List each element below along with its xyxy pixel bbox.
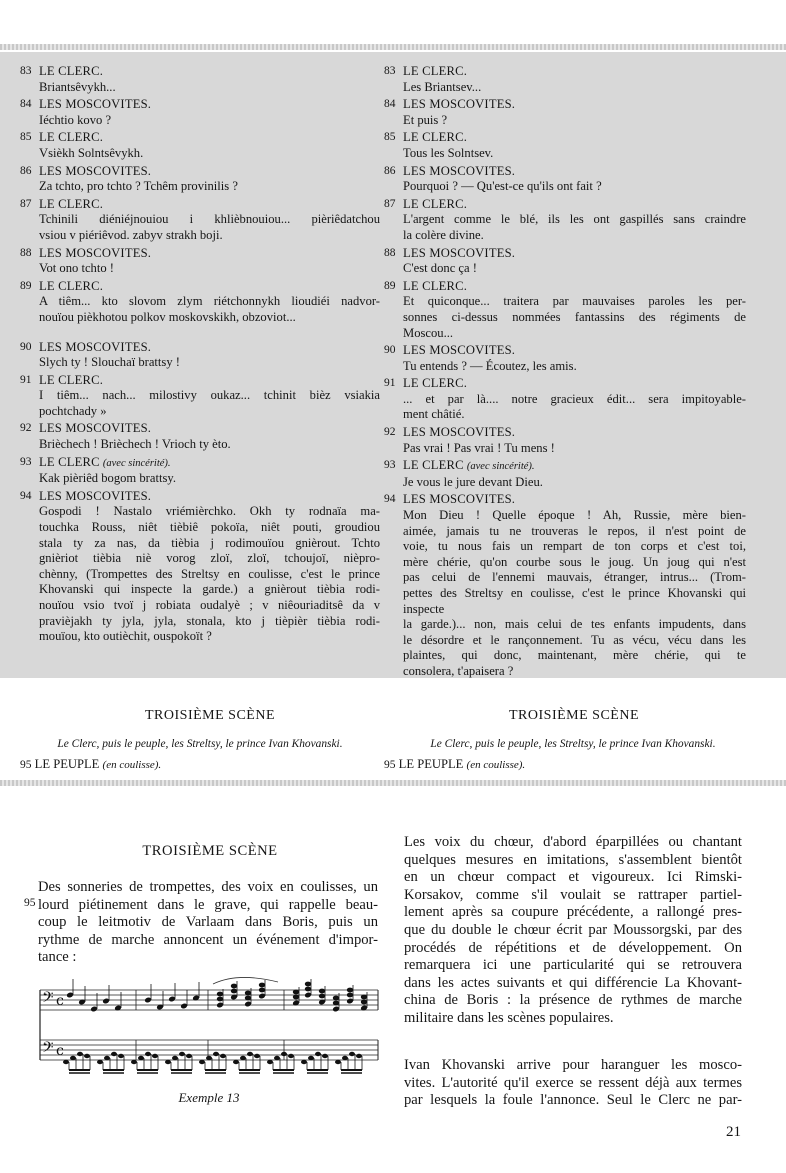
dialogue-entry (384, 376, 746, 423)
note-head (77, 1052, 83, 1056)
dialogue-line: Khovanski qui inspecte la garde.) a gnièrout tièbia rodi- (39, 582, 380, 597)
line-number: 94 (384, 493, 396, 506)
dialogue-line: Et quiconque... traitera par mauvaises paroles les per- (403, 294, 746, 309)
speaker-name: LE CLERC. (403, 196, 468, 211)
bass-clef-icon: 𝄢 (42, 989, 54, 1010)
speaker-name: LES MOSCOVITES. (403, 343, 516, 358)
speaker-name: LES MOSCOVITES. (403, 425, 516, 440)
dialogue-line: Iéchtio kovo ? (39, 112, 112, 127)
line-number: 89 (384, 279, 396, 292)
speaker-name: LE CLERC (39, 454, 100, 469)
dialogue-entry (384, 343, 746, 374)
speaker-name: LE CLERC. (39, 372, 104, 387)
line-number: 85 (20, 131, 32, 144)
prose-line: quelques mesures en imitations, s'assemblent bientôt (404, 851, 742, 868)
dialogue-entry (20, 130, 380, 161)
note-head (84, 1054, 90, 1058)
top-rule (0, 44, 786, 50)
dialogue-line: chènny, (Trompettes des Streltsy en coulisse, c'est le prince (39, 566, 380, 581)
music-score-example (38, 968, 380, 1078)
line-number: 86 (20, 164, 32, 177)
dialogue-entry (384, 164, 746, 195)
prose-line: par lesquels la foule l'annonce. Seul le Clerc ne par- (404, 1092, 742, 1109)
dialogue-line: Et puis ? (403, 112, 448, 127)
speaker-name: LE CLERC. (39, 130, 104, 145)
dialogue-entry (384, 197, 746, 244)
dialogue-entry (20, 246, 380, 277)
note-head (199, 1060, 205, 1064)
speaker-name: LE CLERC. (403, 130, 468, 145)
scene-title-left: TROISIÈME SCÈNE (145, 708, 275, 723)
note-head (356, 1054, 362, 1058)
note-head (131, 1060, 137, 1064)
note-head (281, 1052, 287, 1056)
line-number: 91 (20, 373, 32, 386)
note-head (152, 1054, 158, 1058)
note-head (305, 982, 311, 987)
line-number: 90 (384, 344, 396, 357)
dialogue-line: voie, tu nous fais un rempart de ton corps et c'est toi, (403, 539, 746, 554)
dialogue-line: Les Briantsev... (403, 79, 482, 94)
note-head (245, 991, 251, 996)
dialogue-entry (20, 164, 380, 195)
line-number: 88 (20, 246, 32, 259)
dialogue-entry (20, 455, 380, 487)
dialogue-entry (384, 64, 746, 95)
prose-line: Des sonneries de trompettes, des voix en coulisses, un (38, 879, 378, 895)
dialogue-entry (20, 373, 380, 420)
line-number: 93 (20, 455, 32, 468)
note-head (172, 1056, 178, 1060)
note-head (335, 1060, 341, 1064)
speaker-name: LES MOSCOVITES. (403, 492, 516, 507)
line-number: 84 (384, 98, 396, 111)
note-head (138, 1056, 144, 1060)
prose-line: tance : (38, 949, 77, 966)
note-head (179, 1052, 185, 1056)
dialogue-line: ... et par là.... notre gracieux édit... sera impitoyable- (403, 391, 746, 406)
note-head (361, 1000, 367, 1005)
dialogue-line: nouïou vsio tvoï j robiata oudalyè ; v niêouriaditsê da v (39, 598, 380, 612)
note-head (322, 1054, 328, 1058)
time-signature: c (56, 1043, 64, 1059)
prose-line: coup le leitmotiv de Varlaam dans Boris, puis un (38, 914, 378, 931)
line-number: 89 (20, 279, 32, 292)
time-signature: c (56, 993, 64, 1009)
dialogue-line: C'est donc ça ! (403, 261, 477, 276)
dialogue-line: Vot ono tchto ! (39, 261, 114, 276)
dialogue-entry (384, 97, 746, 128)
dialogue-line: A tiêm... kto slovom zlym riétchonnykh lioudiéi nadvor- (39, 294, 380, 309)
dialogue-line: la garde.)... non, mais celui de tes enfants impudents, dans (403, 617, 746, 632)
speaker-name: LES MOSCOVITES. (39, 97, 152, 112)
note-head (259, 988, 265, 993)
note-head (186, 1054, 192, 1058)
dialogue-line: L'argent comme le blé, ils les ont gaspillés sans craindre (403, 212, 746, 227)
dialogue-line: Tous les Solntsev. (403, 145, 494, 160)
libretto-russian-column (20, 64, 380, 645)
prose-line: Ivan Khovanski arrive pour haranguer les mosco- (404, 1057, 742, 1073)
commentary-title: TROISIÈME SCÈNE (142, 843, 278, 859)
dialogue-line: Vsièkh Solntsêvykh. (39, 145, 144, 160)
speaker-name: LES MOSCOVITES. (403, 245, 516, 260)
prose-line: procédés de répétitions et de développement. On (404, 939, 742, 956)
speaker-name: LE CLERC (403, 458, 464, 473)
dialogue-entry (20, 197, 380, 244)
speaker-name: LES MOSCOVITES. (39, 421, 152, 436)
line-number: 91 (384, 377, 396, 390)
dialogue-line: aimée, jamais tu ne trouveras le repos, il n'est point de (403, 523, 746, 538)
stage-direction: (en coulisse). (466, 759, 526, 771)
note-head (349, 1052, 355, 1056)
note-head (333, 996, 339, 1001)
line-number: 93 (384, 459, 396, 472)
note-head (288, 1054, 294, 1058)
note-head (293, 995, 299, 1000)
dialogue-line: la colère divine. (403, 227, 484, 242)
dialogue-line: consolera, t'apaisera ? (403, 663, 514, 678)
note-head (70, 1056, 76, 1060)
line-number: 85 (384, 131, 396, 144)
commentary-right-text (404, 834, 742, 1028)
stage-direction: (en coulisse). (102, 759, 162, 771)
prose-line: Korsakov, comme s'il voulait se rattraper partiel- (404, 886, 742, 903)
note-head (274, 1056, 280, 1060)
stage-direction: (avec sincérité). (466, 461, 535, 473)
bottom-rule (0, 780, 786, 786)
dialogue-line: Pourquoi ? — Qu'est-ce qu'ils ont fait ? (403, 179, 602, 194)
dialogue-entry (20, 64, 380, 95)
note-head (315, 1052, 321, 1056)
line-number: 87 (20, 197, 32, 210)
page-number: 21 (726, 1124, 741, 1140)
note-head (206, 1056, 212, 1060)
note-head (333, 1001, 339, 1006)
speaker-name: LE CLERC. (39, 278, 104, 293)
line-number: 90 (20, 340, 32, 353)
note-head (305, 987, 311, 992)
note-head (118, 1054, 124, 1058)
scene-speaker-left (20, 757, 161, 772)
dialogue-line: pochtchady » (39, 403, 107, 418)
dialogue-entry (384, 130, 746, 161)
prose-line: Les voix du chœur, d'abord éparpillées ou chantant (404, 834, 742, 850)
slur (213, 977, 278, 984)
line-number: 83 (384, 65, 396, 77)
prose-line: rythme de marche annoncent un événement d'impor- (38, 931, 378, 948)
note-head (259, 983, 265, 988)
scene-cast-left: Le Clerc, puis le peuple, les Streltsy, le prince Ivan Khovanski. (57, 738, 343, 750)
line-number: 94 (20, 489, 32, 502)
dialogue-line: mère chérie, qu'on courbe sous le joug. Un joug qui n'est (403, 554, 746, 569)
dialogue-line: Moscou... (403, 325, 454, 340)
line-number: 95 (20, 759, 32, 771)
note-head (63, 1060, 69, 1064)
scene-cast-right: Le Clerc, puis le peuple, les Streltsy, le prince Ivan Khovanski. (430, 738, 716, 750)
speaker-name: LE CLERC. (39, 64, 104, 78)
note-head (347, 988, 353, 993)
dialogue-line: Je vous le jure devant Dieu. (403, 474, 543, 489)
dialogue-line: plaintes, qui donc, maintenant, mère chérie, qui te (403, 648, 746, 663)
dialogue-line: Tchinili diéniéjnouiou i khlièbnouiou... pièriêdatchou (39, 212, 380, 227)
dialogue-line: nouïou pièkhotou polkov moskovskikh, obzoviot... (39, 309, 296, 324)
libretto-french-column (384, 64, 746, 680)
prose-line: que du double le chœur écrit par Moussorgski, par des (404, 921, 742, 938)
note-head (165, 1060, 171, 1064)
note-head (233, 1060, 239, 1064)
speaker-name: LES MOSCOVITES. (39, 488, 152, 503)
dialogue-line: Pas vrai ! Pas vrai ! Tu mens ! (403, 440, 555, 455)
scene-speaker-right (384, 757, 525, 772)
note-head (301, 1060, 307, 1064)
note-head (308, 1056, 314, 1060)
dialogue-entry (20, 340, 380, 371)
prose-line: vites. L'autorité qu'il exerce se ressent déjà aux termes (404, 1074, 742, 1091)
note-head (342, 1056, 348, 1060)
speaker-name: LES MOSCOVITES. (403, 163, 516, 178)
line-number: 83 (20, 65, 32, 77)
dialogue-entry (20, 279, 380, 326)
bass-clef-icon: 𝄢 (42, 1039, 54, 1060)
dialogue-line: Brièchech ! Brièchech ! Vrioch ty èto. (39, 437, 231, 452)
note-head (245, 996, 251, 1001)
dialogue-line: Mon Dieu ! Quelle époque ! Ah, Russie, mère bien- (403, 508, 746, 523)
note-head (97, 1060, 103, 1064)
note-head (361, 995, 367, 1000)
prose-line: en un chœur compact et vigoureux. Ici Rimski- (404, 869, 742, 886)
dialogue-entry (384, 492, 746, 679)
dialogue-line: touchka Rouss, niêt tièbiê pokoïa, niêt pouti, groudiou (39, 520, 380, 535)
dialogue-line: ment châtié. (403, 407, 465, 422)
dialogue-line: Za tchto, pro tchto ? Tchêm provinilis ? (39, 179, 238, 194)
dialogue-entry (384, 279, 746, 341)
dialogue-line: Slych ty ! Slouchaï brattsy ! (39, 355, 180, 370)
prose-line: lement après sa coupure précédente, a rallongé pres- (404, 904, 742, 921)
dialogue-line: Tu entends ? — Écoutez, les amis. (403, 358, 577, 373)
speaker-name: LES MOSCOVITES. (39, 163, 152, 178)
line-number: 92 (20, 422, 32, 435)
dialogue-line: Gospodi ! Nastalo vriémièrchko. Okh ty rodnaïa ma- (39, 504, 380, 519)
note-head (247, 1052, 253, 1056)
stage-direction: (avec sincérité). (102, 457, 171, 469)
note-head (111, 1052, 117, 1056)
dialogue-line: mouïou, kto outièchit, ouspokoït ? (39, 629, 212, 644)
prose-line: militaire dans les scènes populaires. (404, 1009, 614, 1026)
dialogue-entry (384, 246, 746, 277)
line-number: 92 (384, 426, 396, 439)
dialogue-entry (20, 421, 380, 452)
speaker-name: LES MOSCOVITES. (39, 245, 152, 260)
dialogue-line: pravièjakh ty jyla, jyla, stonala, kto j tièpièr tièbia rodi- (39, 613, 380, 628)
dialogue-entry (20, 489, 380, 645)
line-number: 88 (384, 246, 396, 259)
dialogue-line: Kak pièriêd bogom brattsy. (39, 471, 176, 486)
note-head (213, 1052, 219, 1056)
line-number: 84 (20, 98, 32, 111)
note-head (254, 1054, 260, 1058)
dialogue-line: gnièriot tièbia niè vorog zloï, zloï, tchoujoï, nièpro- (39, 551, 380, 566)
line-number: 87 (384, 197, 396, 210)
note-head (220, 1054, 226, 1058)
speaker-name: LE CLERC. (403, 376, 468, 391)
note-head (319, 989, 325, 994)
commentary-left-text (38, 879, 378, 967)
prose-line: remarquera ici une particularité qui se retrouvera (404, 957, 742, 974)
speaker-name: LES MOSCOVITES. (403, 97, 516, 112)
prose-line: lourd piétinement dans le grave, qui rappelle beau- (38, 896, 378, 913)
dialogue-line: sonnes ci-dessus nommées fantassins des régiments de (403, 309, 746, 324)
speaker-name: LE PEUPLE (34, 757, 100, 771)
line-number: 95 (384, 759, 396, 771)
dialogue-entry (20, 97, 380, 128)
speaker-name: LES MOSCOVITES. (39, 339, 152, 354)
note-head (145, 1052, 151, 1056)
note-head (240, 1056, 246, 1060)
note-head (231, 989, 237, 994)
dialogue-line: vsiou v piériêvod. zabyv strakh boji. (39, 227, 223, 242)
commentary-right-text-continued (404, 1057, 742, 1110)
speaker-name: LE PEUPLE (398, 757, 464, 771)
note-head (347, 993, 353, 998)
note-head (217, 992, 223, 997)
example-label: Exemple 13 (178, 1090, 240, 1105)
speaker-name: LE CLERC. (403, 64, 468, 78)
note-head (267, 1060, 273, 1064)
margin-line-number: 95 (24, 897, 36, 909)
note-head (293, 990, 299, 995)
line-number: 86 (384, 164, 396, 177)
scene-title-right: TROISIÈME SCÈNE (509, 708, 639, 723)
speaker-name: LE CLERC. (403, 278, 468, 293)
note-head (104, 1056, 110, 1060)
dialogue-line: pas celui de l'ennemi mauvais, étranger, intrus... (Trom- (403, 570, 746, 585)
dialogue-line: Briantsêvykh... (39, 79, 116, 94)
dialogue-line: le désordre et le rançonnement. Tu as vécu, vécu dans les (403, 632, 746, 647)
note-head (231, 984, 237, 989)
prose-line: dans les actes suivants et qui différencie La Khovant- (404, 974, 742, 991)
dialogue-line: pettes des Streltsy en coulisse, c'est le prince Khovanski qui inspecte (403, 586, 746, 616)
dialogue-line: I tiêm... nach... milostivy oukaz... tchinit bièz vsiakia (39, 388, 380, 403)
dialogue-line: stala ty za nas, da tièbia j rodimouïou gnièrout. Tchto (39, 535, 380, 550)
note-head (217, 997, 223, 1002)
prose-line: china de Boris : la présence de rythmes de marche (404, 992, 742, 1009)
dialogue-entry (384, 425, 746, 456)
speaker-name: LE CLERC. (39, 196, 104, 211)
dialogue-entry (384, 458, 746, 490)
note-head (319, 994, 325, 999)
